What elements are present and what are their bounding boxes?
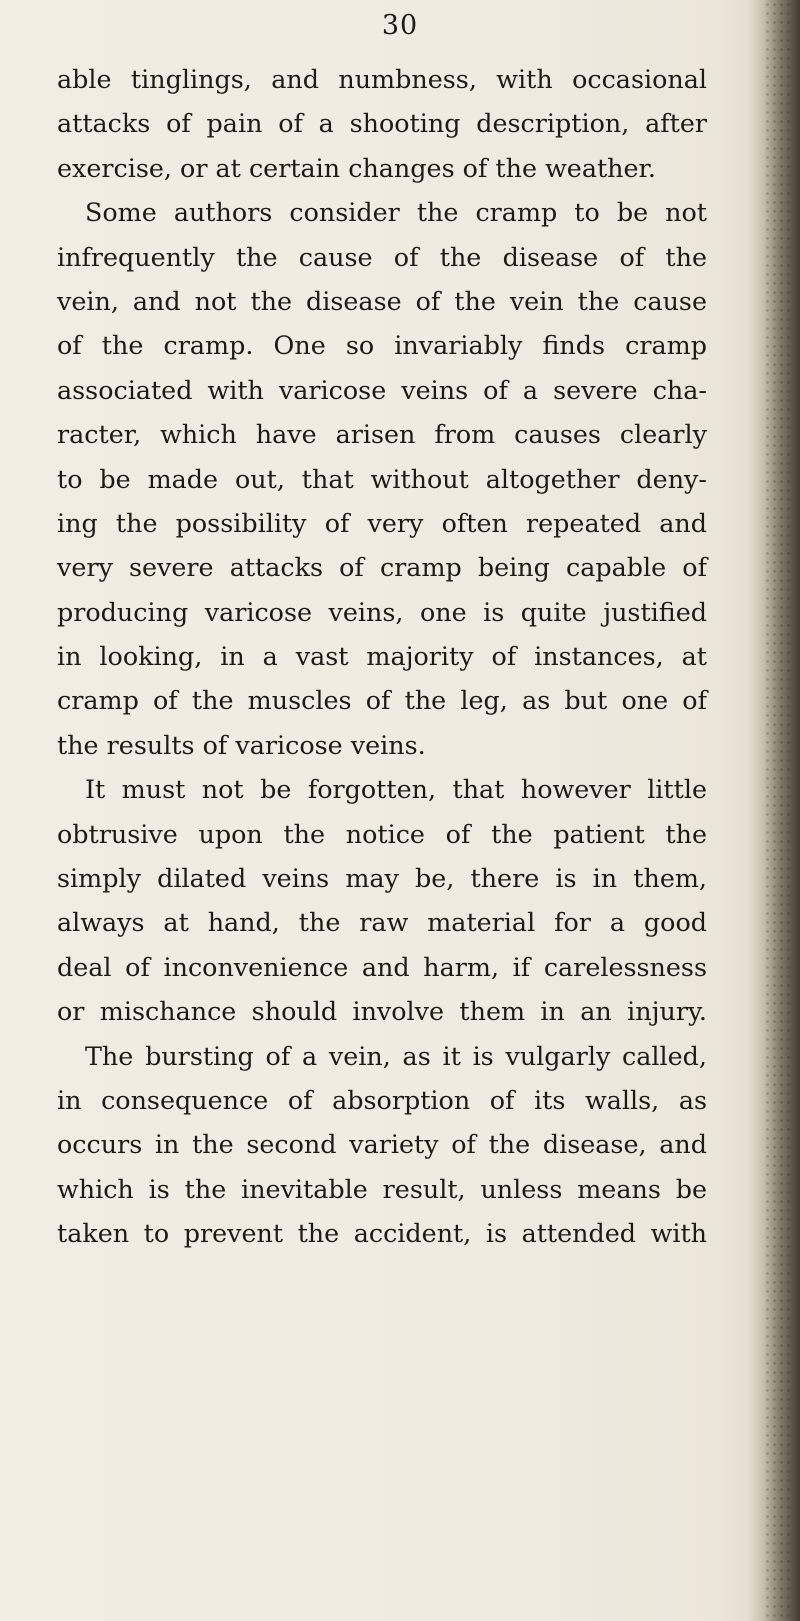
text-line: or mischance should involve them in an injury. [57,996,707,1027]
text-line: of the cramp. One so invariably finds cramp [57,330,707,361]
text-line: It must not be forgotten, that however little [85,774,707,805]
text-line: deal of inconvenience and harm, if carelessness [57,951,707,982]
text-line: in consequence of absorption of its walls, as [57,1084,707,1115]
text-line: associated with varicose veins of a severe cha- [57,374,707,405]
text-line: exercise, or at certain changes of the weather. [57,152,656,183]
text-line: obtrusive upon the notice of the patient the [57,818,707,849]
text-line: racter, which have arisen from causes clearly [57,419,707,450]
text-line: Some authors consider the cramp to be not [85,197,707,228]
text-line: to be made out, that without altogether deny- [57,463,707,494]
text-line: able tinglings, and numbness, with occasional [57,64,707,94]
text-line: which is the inevitable result, unless means be [57,1173,707,1204]
body-text [57,57,707,1256]
text-line: infrequently the cause of the disease of the [57,241,707,272]
page-edge-texture [764,0,794,1621]
page-number: 30 [381,10,419,41]
text-line: in looking, in a vast majority of instances, at [57,641,707,672]
text-line: producing varicose veins, one is quite justified [57,596,707,627]
text-line: vein, and not the disease of the vein the cause [57,285,707,316]
text-line: occurs in the second variety of the disease, and [57,1129,707,1160]
text-line: ing the possibility of very often repeated and [57,507,707,538]
text-line: attacks of pain of a shooting description, after [57,108,707,139]
text-line: always at hand, the raw material for a good [57,907,707,938]
text-line: taken to prevent the accident, is attended with [57,1218,707,1249]
text-line: The bursting of a vein, as it is vulgarly called, [85,1040,707,1071]
text-line: cramp of the muscles of the leg, as but one of [57,685,707,716]
text-line: the results of varicose veins. [57,729,426,760]
text-line: very severe attacks of cramp being capable of [57,552,707,583]
text-line: simply dilated veins may be, there is in them, [57,863,707,894]
